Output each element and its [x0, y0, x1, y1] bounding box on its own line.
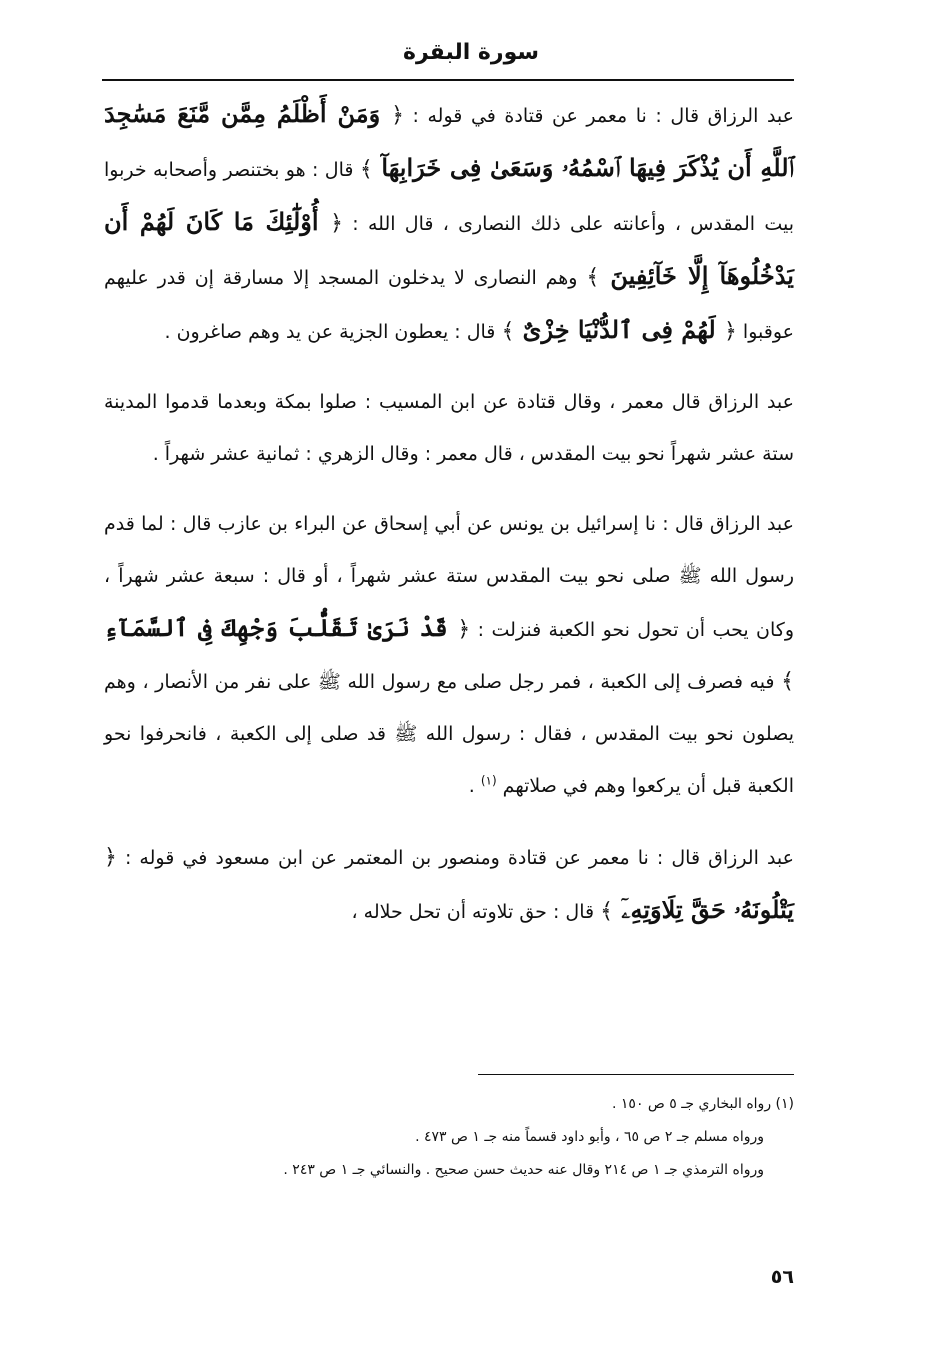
body-text-run: عبد الرزاق قال معمر ، وقال قتادة عن ابن المسيب : صلوا بمكة وبعدما قدموا المدينة ستة عشر شهراً نحو بيت المقدس ، قال معمر : وقال الزهري : ثمانية عشر شهراً . — [104, 391, 794, 465]
paragraph-3 — [104, 498, 794, 812]
body-text-run: قال : يعطون الجزية عن يد وهم صاغرون . — [164, 321, 502, 343]
ornate-bracket-close: ﴾ — [781, 669, 794, 694]
body-text-run: عبد الرزاق قال : نا إسرائيل بن يونس عن أبي إسحاق عن البراء بن عازب قال : لما قدم رسول الله ﷺ صلى نحو بيت المقدس ستة عشر شهراً ، أو قال : سبعة عشر شهراً ، وكان يحب أن تحول نحو الكعبة فنزلت : — [104, 513, 794, 641]
footnote-rule — [478, 1074, 794, 1075]
footnotes — [104, 1088, 794, 1187]
paragraph-4 — [104, 830, 794, 938]
main-text — [104, 88, 794, 938]
ornate-bracket-open: ﴿ — [391, 103, 404, 128]
ornate-bracket-open: ﴿ — [457, 617, 471, 642]
page-number: ٥٦ — [770, 1266, 794, 1288]
ornate-bracket-close: ﴾ — [586, 265, 600, 290]
ornate-bracket-open: ﴿ — [724, 319, 737, 344]
body-text-run: . — [468, 775, 481, 797]
quran-verse: قَدْ نَرَىٰ تَقَلُّبَ وَجْهِكَ فِى ٱلسَّمَآءِ — [104, 613, 458, 642]
ornate-bracket-close: ﴾ — [600, 899, 613, 924]
body-text-run: قال : هو بختنصر وأصحابه خربوا بيت المقدس ، وأعانته على ذلك النصارى ، قال الله : — [104, 159, 794, 235]
body-text-run: قال : حق تلاوته أن تحل حلاله ، — [351, 901, 601, 923]
quran-verse: أُوْلَٰٓئِكَ مَا كَانَ لَهُمْ أَن يَدْخُلُوهَآ إِلَّا خَآئِفِينَ — [104, 207, 794, 290]
footnote-line-3: ورواه الترمذي جـ ١ ص ٢١٤ وقال عنه حديث حسن صحيح . والنسائي جـ ١ ص ٢٤٣ . — [283, 1162, 764, 1178]
ornate-bracket-close: ﴾ — [359, 157, 373, 182]
ornate-bracket-close: ﴾ — [501, 319, 515, 344]
footnote-line-1: (١) رواه البخاري جـ ٥ ص ١٥٠ . — [612, 1096, 794, 1112]
body-text-run: عبد الرزاق قال : نا معمر عن قتادة في قوله : — [403, 105, 794, 127]
paragraph-1 — [104, 88, 794, 358]
quran-verse: وَمَنْ أَظْلَمُ مِمَّن مَّنَعَ مَسَٰجِدَ ٱللَّهِ أَن يُذْكَرَ فِيهَا ٱسْمُهُۥ وَسَعَىٰ فِى خَرَابِهَآ — [104, 99, 795, 182]
quran-verse: يَتْلُونَهُۥ حَقَّ تِلَاوَتِهِۦٓ — [613, 895, 794, 924]
ornate-bracket-open: ﴿ — [104, 845, 117, 870]
paragraph-2 — [104, 376, 794, 480]
running-header-title: سورة البقرة — [402, 40, 540, 65]
body-text-run: فيه فصرف إلى الكعبة ، فمر رجل صلى مع رسول الله ﷺ على نفر من الأنصار ، وهم يصلون نحو بيت المقدس ، فقال : رسول الله ﷺ قد صلى إلى الكعبة ، فانحرفوا نحو الكعبة قبل أن يركعوا وهم في صلاتهم — [104, 671, 794, 797]
footnote-line-2: ورواه مسلم جـ ٢ ص ٦٥ ، وأبو داود قسماً منه جـ ١ ص ٤٧٣ . — [415, 1129, 764, 1145]
ornate-bracket-open: ﴿ — [330, 211, 344, 236]
header-rule — [102, 79, 794, 81]
body-text-run: عبد الرزاق قال : نا معمر عن قتادة ومنصور بن المعتمر عن ابن مسعود في قوله : — [116, 847, 794, 869]
body-text-run: وهم النصارى لا يدخلون المسجد إلا مسارقة إن قدر عليهم عوقبوا — [104, 267, 794, 343]
quran-verse: لَهُمْ فِى ٱلدُّنْيَا خِزْىٌ — [514, 315, 724, 344]
footnote-reference: (١) — [480, 773, 497, 788]
